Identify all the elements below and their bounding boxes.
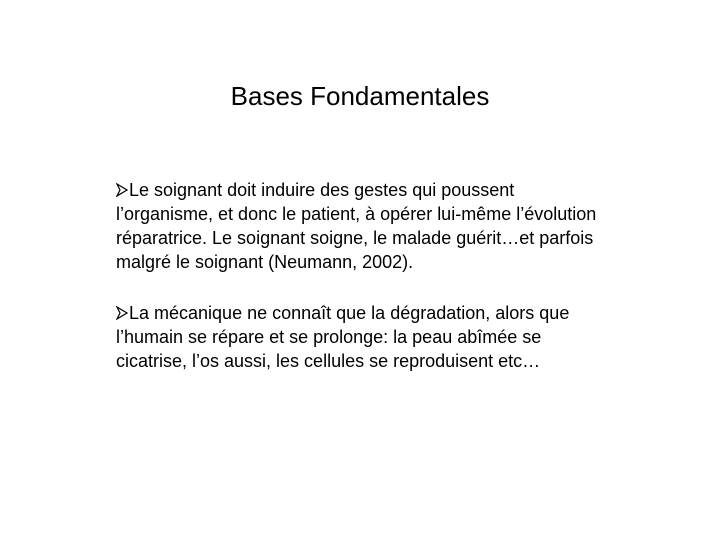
bullet-text: Le soignant doit induire des gestes qui poussent l’organisme, et donc le patient, à opérer lui-même l’évolution réparatrice. Le soignant soigne, le malade guérit…et parfois malgré le soignant (Neumann, 2002). <box>116 180 597 272</box>
bullet-text: La mécanique ne connaît que la dégradation, alors que l’humain se répare et se prolonge: la peau abîmée se cicatrise, l’os aussi, les cellules se reproduisent etc… <box>116 303 570 371</box>
bullet-list <box>116 178 616 400</box>
arrow-bullet-icon <box>116 183 128 197</box>
bullet-item <box>116 301 616 373</box>
slide-title: Bases Fondamentales <box>230 81 490 111</box>
arrow-bullet-icon <box>116 306 128 320</box>
bullet-item <box>116 178 616 274</box>
